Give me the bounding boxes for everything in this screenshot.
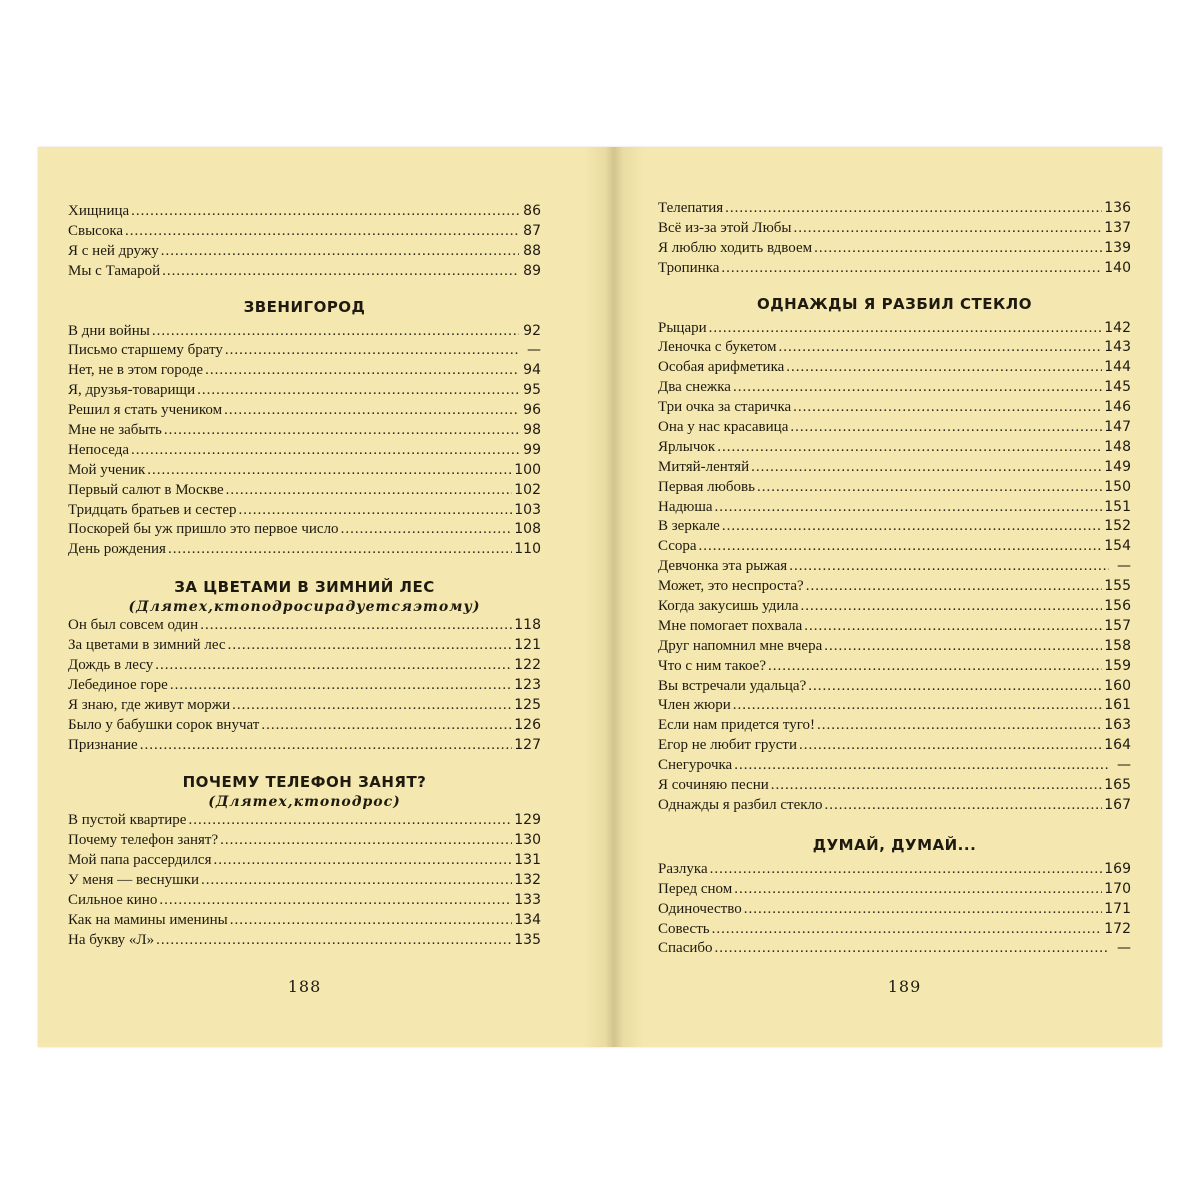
toc-entry [658,638,1131,658]
dot-leader [712,921,1103,938]
toc-entry-title: Член жюри [658,697,731,714]
toc-entry-title: Особая арифметика [658,359,785,376]
dot-leader [825,797,1103,814]
toc-entry [658,881,1131,901]
left-entries-top [68,203,541,283]
toc-entry [658,697,1131,717]
toc-entry-title: Мой папа рассердился [68,852,212,869]
dot-leader [140,737,513,754]
toc-entry-title: Телепатия [658,200,724,216]
toc-entry [68,657,541,677]
dot-leader [230,912,513,929]
section-subheading-phone: (Длятех,ктоподрос) [208,794,401,811]
toc-entry-title: Может, это неспроста? [658,578,804,595]
toc-entry [658,538,1131,558]
toc-entry-page: 133 [514,892,541,909]
toc-entry-page: 146 [1104,399,1131,416]
glass-entries [658,320,1131,817]
toc-entry-title: Девчонка эта рыжая [658,558,788,575]
toc-entry-page: 144 [1104,359,1131,376]
toc-entry [68,263,541,283]
dot-leader [155,657,512,674]
toc-entry-page: 87 [523,222,541,239]
toc-entry-title: За цветами в зимний лес [68,637,226,654]
dot-leader [824,638,1102,655]
toc-entry [658,419,1131,439]
dot-leader [200,617,512,634]
dot-leader [131,203,519,220]
toc-entry [68,502,541,522]
toc-entry-title: Рыцари [658,319,707,336]
toc-entry [68,912,541,932]
toc-entry [68,342,541,362]
dot-leader [239,502,513,519]
toc-entry-page: 135 [514,931,541,948]
toc-entry-title: Спасибо [658,940,713,957]
toc-entry [658,901,1131,921]
toc-entry [68,677,541,697]
dot-leader [715,940,1109,957]
dot-leader [814,240,1102,257]
toc-entry-page: — [1117,558,1131,575]
toc-entry [68,832,541,852]
toc-entry-title: Я сочиняю песни [658,777,769,794]
toc-entry-title: Если нам придется туго! [658,717,816,734]
toc-entry-title: Всё из-за этой Любы [658,219,792,236]
right-page [658,147,1171,1047]
toc-entry-page: 132 [514,872,541,889]
toc-entry-page: 150 [1104,478,1131,495]
toc-entry-title: Я с ней дружу [68,242,159,259]
toc-entry [658,260,1131,280]
dot-leader [799,737,1102,754]
toc-entry-title: Однажды я разбил стекло [658,796,823,813]
toc-entry-title: Митяй-лентяй [658,458,750,475]
toc-entry-title: Лебединое горе [68,676,168,693]
dot-leader [789,558,1109,575]
toc-entry [658,359,1131,379]
toc-entry [658,240,1131,260]
toc-entry [658,558,1131,578]
toc-entry-page: 147 [1104,419,1131,436]
book-gutter [584,147,644,1047]
right-page-number: 189 [887,977,922,996]
left-page [68,147,581,1047]
toc-entry-title: Первая любовь [658,478,755,495]
toc-entry-page: 95 [523,382,541,399]
toc-entry-page: 110 [514,541,541,558]
toc-entry-page: 148 [1104,438,1131,455]
toc-entry [658,439,1131,459]
toc-entry-title: Я люблю ходить вдвоем [658,239,813,256]
toc-entry [658,737,1131,757]
dot-leader [722,518,1102,535]
toc-entry [658,757,1131,777]
toc-entry-title: В зеркале [658,518,720,535]
toc-entry [658,379,1131,399]
toc-entry-page: 163 [1104,717,1131,734]
dot-leader [162,263,519,280]
dot-leader [808,678,1102,695]
dot-leader [806,578,1103,595]
toc-entry [658,717,1131,737]
dot-leader [188,812,512,829]
dot-leader [715,499,1103,516]
toc-entry-title: Я, друзья-товарищи [68,382,196,399]
dot-leader [232,697,512,714]
toc-entry [68,717,541,737]
toc-entry-title: Мне не забыть [68,422,162,439]
toc-entry-page: 156 [1104,598,1131,615]
toc-entry-title: Надюша [658,498,713,515]
toc-entry-page: 88 [523,242,541,259]
toc-entry [658,797,1131,817]
toc-entry [658,598,1131,618]
dot-leader [709,320,1103,337]
section-heading-think: ДУМАЙ, ДУМАЙ... [812,835,977,854]
section-subheading-flowers: (Длятех,ктоподросирадуетсяэтому) [128,599,481,616]
dot-leader [734,757,1109,774]
toc-entry-page: 155 [1104,578,1131,595]
toc-entry-page: 108 [514,521,541,538]
toc-entry [658,399,1131,419]
dot-leader [125,223,519,240]
left-toc-column [68,203,541,952]
dot-leader [757,479,1102,496]
toc-entry-title: Разлука [658,860,708,877]
section-heading-glass: ОДНАЖДЫ Я РАЗБИЛ СТЕКЛО [757,294,1032,313]
toc-entry-page: 122 [514,657,541,674]
toc-entry [68,697,541,717]
toc-entry-title: Я знаю, где живут моржи [68,696,231,713]
toc-entry-page: 160 [1104,677,1131,694]
toc-entry-page: 121 [514,637,541,654]
toc-entry [658,220,1131,240]
section-heading-phone: ПОЧЕМУ ТЕЛЕФОН ЗАНЯТ? [182,773,427,792]
dot-leader [147,462,512,479]
toc-entry-title: Она у нас красавица [658,419,789,436]
toc-entry-title: Мне помогает похвала [658,617,803,634]
dot-leader [220,832,512,849]
toc-entry-title: Нет, не в этом городе [68,362,204,379]
toc-entry-page: 136 [1104,200,1131,216]
toc-entry [68,932,541,952]
toc-entry-page: 130 [514,832,541,849]
think-entries [658,861,1131,960]
toc-entry [658,777,1131,797]
toc-entry-title: В пустой квартире [68,812,187,829]
dot-leader [778,339,1102,356]
toc-entry-page: — [1117,940,1131,957]
toc-entry-page: 137 [1104,219,1131,236]
toc-entry-title: Сильное кино [68,892,158,909]
toc-entry-title: У меня — веснушки [68,872,200,889]
dot-leader [156,932,512,949]
dot-leader [164,422,519,439]
toc-entry [658,518,1131,538]
toc-entry-title: Первый салют в Москве [68,481,224,498]
toc-entry [658,940,1131,960]
toc-entry-title: Когда закусишь удила [658,598,799,615]
dot-leader [205,362,519,379]
dot-leader [152,323,519,340]
toc-entry-title: Дождь в лесу [68,657,154,674]
toc-entry-title: Друг напомнил мне вчера [658,637,823,654]
dot-leader [793,399,1102,416]
toc-entry-page: 169 [1104,860,1131,877]
toc-entry [68,243,541,263]
toc-entry [68,812,541,832]
toc-entry-page: 157 [1104,617,1131,634]
dot-leader [786,359,1102,376]
toc-entry [658,658,1131,678]
toc-entry-title: Мы с Тамарой [68,262,161,279]
toc-entry [658,459,1131,479]
dot-leader [721,260,1102,277]
toc-entry-title: Егор не любит грусти [658,737,797,754]
book-spread [38,147,1162,1047]
toc-entry [68,382,541,402]
flowers-entries [68,617,541,756]
toc-entry-page: 100 [514,461,541,478]
toc-entry [68,872,541,892]
toc-entry-title: На букву «Л» [68,931,155,948]
toc-entry [68,637,541,657]
toc-entry-page: 159 [1104,657,1131,674]
dot-leader [197,382,519,399]
toc-entry-title: Тропинка [658,259,720,276]
toc-entry [68,521,541,541]
dot-leader [771,777,1103,794]
toc-entry-page: 96 [523,402,541,419]
toc-entry-page: 145 [1104,379,1131,396]
toc-entry [68,892,541,912]
toc-entry-page: 140 [1104,259,1131,276]
dot-leader [131,442,519,459]
toc-entry [658,921,1131,941]
dot-leader [161,243,519,260]
toc-entry-title: В дни войны [68,322,150,339]
toc-entry-page: 131 [514,852,541,869]
toc-entry-page: 149 [1104,458,1131,475]
toc-entry [658,618,1131,638]
toc-entry [68,462,541,482]
toc-entry-title: Три очка за старичка [658,399,792,416]
toc-entry-title: Тридцать братьев и сестер [68,501,237,518]
toc-entry [68,541,541,561]
toc-entry-page: 165 [1104,777,1131,794]
toc-entry-page: 143 [1104,339,1131,356]
dot-leader [168,541,512,558]
toc-entry-page: 102 [514,481,541,498]
toc-entry-page: 167 [1104,796,1131,813]
toc-entry-title: Одиночество [658,900,742,917]
toc-entry-title: Ссора [658,538,697,555]
toc-entry-title: Леночка с букетом [658,339,777,356]
zvenigorod-entries [68,323,541,562]
toc-entry-page: 142 [1104,319,1131,336]
dot-leader [170,677,512,694]
section-heading-flowers: ЗА ЦВЕТАМИ В ЗИМНИЙ ЛЕС [174,578,435,597]
toc-entry [658,499,1131,519]
toc-entry-page: 99 [523,441,541,458]
toc-entry-title: Совесть [658,920,710,937]
toc-entry [68,203,541,223]
dot-leader [733,379,1102,396]
dot-leader [733,697,1102,714]
dot-leader [224,402,519,419]
toc-entry-page: 89 [523,262,541,279]
toc-entry-page: — [527,342,541,359]
toc-entry [68,852,541,872]
toc-entry [68,482,541,502]
toc-entry [68,402,541,422]
toc-entry [658,320,1131,340]
toc-entry [68,442,541,462]
toc-entry [68,737,541,757]
toc-entry-title: Что с ним такое? [658,657,766,674]
dot-leader [159,892,512,909]
toc-entry-page: 158 [1104,637,1131,654]
toc-entry-title: Признание [68,736,138,753]
toc-entry-page: 92 [523,322,541,339]
toc-entry-page: 172 [1104,920,1131,937]
toc-entry-title: Перед сном [658,880,733,897]
toc-entry [68,362,541,382]
dot-leader [794,220,1103,237]
toc-entry-title: Вы встречали удальца? [658,677,807,694]
dot-leader [201,872,512,889]
dot-leader [717,439,1102,456]
toc-entry-title: Хищница [68,203,130,219]
toc-entry-title: Решил я стать учеником [68,402,223,419]
toc-entry [658,578,1131,598]
toc-entry-title: Почему телефон занят? [68,832,219,849]
dot-leader [817,717,1102,734]
toc-entry-title: Поскорей бы уж пришло это первое число [68,521,339,538]
toc-entry-title: Два снежка [658,379,731,396]
dot-leader [710,861,1103,878]
toc-entry-page: 98 [523,422,541,439]
dot-leader [699,538,1103,555]
dot-leader [768,658,1102,675]
toc-entry-page: 94 [523,362,541,379]
toc-entry-page: 129 [514,812,541,829]
toc-entry-title: Ярлычок [658,438,716,455]
toc-entry-title: Мой ученик [68,461,146,478]
phone-entries [68,812,541,951]
toc-entry-title: Было у бабушки сорок внучат [68,716,260,733]
toc-entry-page: 152 [1104,518,1131,535]
dot-leader [804,618,1102,635]
dot-leader [801,598,1103,615]
toc-entry [68,422,541,442]
toc-entry-page: 126 [514,716,541,733]
dot-leader [226,482,513,499]
toc-entry [68,323,541,343]
toc-entry-title: Он был совсем один [68,617,199,634]
toc-entry-page: 123 [514,676,541,693]
toc-entry-title: Снегурочка [658,757,733,774]
dot-leader [213,852,512,869]
toc-entry-page: 103 [514,501,541,518]
dot-leader [734,881,1102,898]
toc-entry-page: 170 [1104,880,1131,897]
toc-entry-page: 125 [514,696,541,713]
dot-leader [744,901,1103,918]
dot-leader [725,200,1102,217]
toc-entry [658,339,1131,359]
section-heading-zvenigorod: ЗВЕНИГОРОД [243,297,366,316]
toc-entry-title: День рождения [68,541,166,558]
toc-entry [68,617,541,637]
dot-leader [228,637,513,654]
dot-leader [790,419,1102,436]
toc-entry-page: 171 [1104,900,1131,917]
toc-entry-title: Непоседа [68,441,129,458]
toc-entry-page: 127 [514,736,541,753]
dot-leader [751,459,1102,476]
toc-entry-page: 154 [1104,538,1131,555]
dot-leader [261,717,512,734]
toc-entry-page: 139 [1104,239,1131,256]
toc-entry [658,479,1131,499]
toc-entry-title: Свысока [68,222,124,239]
toc-entry-page: 118 [514,617,541,634]
toc-entry-page: 161 [1104,697,1131,714]
toc-entry-title: Письмо старшему брату [68,342,223,359]
toc-entry [658,861,1131,881]
toc-entry-page: 151 [1104,498,1131,515]
left-page-number: 188 [287,977,322,996]
toc-entry-page: 164 [1104,737,1131,754]
toc-entry [658,678,1131,698]
right-entries-top [658,200,1131,280]
right-toc-column [658,200,1131,960]
toc-entry [68,223,541,243]
toc-entry [658,200,1131,220]
toc-entry-page: — [1117,757,1131,774]
toc-entry-page: 86 [523,203,541,219]
dot-leader [341,521,513,538]
toc-entry-page: 134 [514,911,541,928]
dot-leader [225,342,519,359]
toc-entry-title: Как на мамины именины [68,911,228,928]
